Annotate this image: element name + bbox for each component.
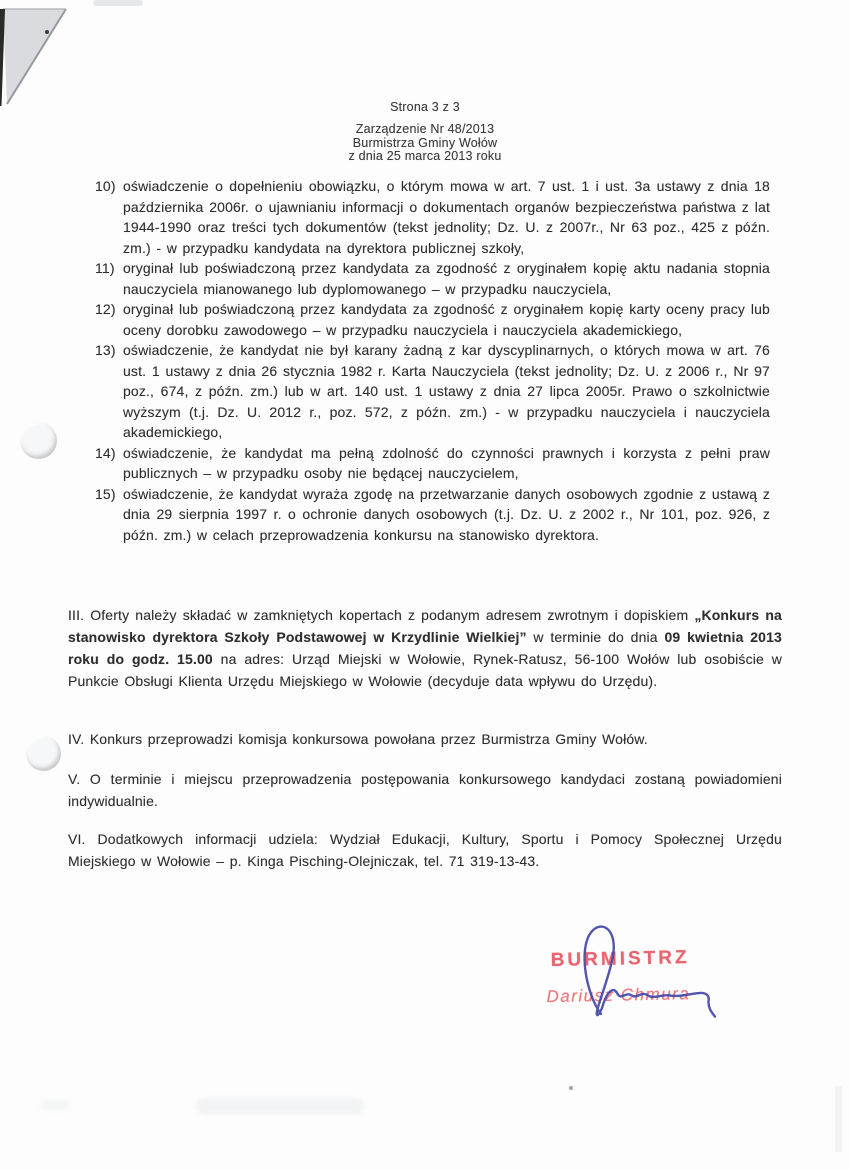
- document-content: [68, 100, 782, 869]
- text-segment: IV. Konkurs przeprowadzi komisja konkursowa powołana przez Burmistrza Gminy Wołów.: [68, 731, 648, 747]
- list-item-text: oświadczenie, że kandydat ma pełną zdolność do czynności prawnych i korzysta z pełni praw publicznych – w przypadku osoby nie będącej nauczycielem,: [123, 444, 770, 481]
- text-segment: VI. Dodatkowych informacji udziela: Wydział Edukacji, Kultury, Sportu i Pomocy Społecznej Urzędu Miejskiego w Wołowie – p. Kinga Pisching-Olejniczak, tel. 71 319-13-43.: [68, 831, 782, 869]
- hole-punch-bottom: [26, 736, 61, 771]
- ordinance-date: z dnia 25 marca 2013 roku: [348, 149, 502, 163]
- list-item-text: oświadczenie, że kandydat wyraża zgodę na przetwarzanie danych osobowych zgodnie z ustawą z dnia 29 sierpnia 1997 r. o ochronie danych osobowych (t.j. Dz. U. z 2002 r., Nr 101, poz. 926, z późn. zm.) w celach przeprowadzenia konkursu na stanowisko dyrektora.: [123, 485, 770, 543]
- bold-text-segment: 09 kwietnia 2013 roku do godz. 15.00: [68, 629, 782, 667]
- section-paragraph: [68, 768, 782, 812]
- text-segment: V. O terminie i miejscu przeprowadzenia postępowania konkursowego kandydaci zostaną powiadomieni indywidualnie.: [68, 771, 782, 809]
- scan-smudge-top: [93, 0, 143, 6]
- signature-block: [539, 913, 756, 1032]
- text-segment: na adres: Urząd Miejski w Wołowie, Rynek-Ratusz, 56-100 Wołów lub osobiście w Punkcie Obsługi Klienta Urzędu Miejskiego w Wołowie (decyduje data wpływu do Urzędu).: [68, 651, 782, 689]
- document-sections: [68, 100, 782, 1000]
- list-item-text: oryginał lub poświadczoną przez kandydata za zgodność z oryginałem kopię aktu nadania stopnia nauczyciela mianowanego lub dyplomowanego – w przypadku nauczyciela,: [123, 260, 770, 297]
- text-segment: w terminie do dnia: [526, 629, 665, 645]
- scan-speck: [569, 1086, 573, 1090]
- list-item-text: oryginał lub poświadczoną przez kandydata za zgodność z oryginałem kopię karty oceny pracy lub oceny dorobku zawodowego – w przypadku nauczyciela i nauczyciela akademickiego,: [123, 301, 770, 338]
- section-paragraph: [68, 728, 782, 750]
- ordinance-number: Zarządzenie Nr 48/2013: [355, 122, 495, 136]
- list-item-number: 13): [95, 342, 116, 358]
- list-item-text: oświadczenie, że kandydat nie był karany żadną z kar dyscyplinarnych, o których mowa w art. 76 ust. 1 ustawy z dnia 26 stycznia 1982 r. Karta Nauczyciela (tekst jednolity; Dz. U. z 2006 r., Nr 97 poz., 674, z późn. zm.) lub w art. 140 ust. 1 ustawy z dnia 27 lipca 2005r. Prawo o szkolnictwie wyższym (t.j. Dz. U. 2012 r., poz. 572, z późn. zm.) - w przypadku nauczyciela i nauczyciela akademickiego,: [123, 342, 770, 440]
- hole-punch-top: [20, 422, 57, 459]
- stamp-title-burmistrz: BURMISTRZ: [550, 947, 690, 972]
- bold-text-segment: „Konkurs na stanowisko dyrektora Szkoły Podstawowej w Krzydlinie Wielkiej”: [68, 607, 782, 645]
- section-paragraph: [68, 604, 782, 692]
- page-number: Strona 3 z 3: [390, 100, 460, 114]
- scan-smudge-bottom: [195, 1098, 365, 1114]
- ordinance-issuer: Burmistrza Gminy Wołów: [352, 135, 498, 150]
- stamp-name-dariusz-chmura: Dariusz Chmura: [546, 984, 691, 1007]
- list-item-number: 14): [95, 444, 116, 461]
- list-item-number: 10): [95, 178, 116, 194]
- handwritten-signature: [539, 913, 741, 1032]
- folded-corner-artifact: [0, 0, 95, 115]
- list-item-text: oświadczenie o dopełnieniu obowiązku, o którym mowa w art. 7 ust. 1 i ust. 3a ustawy z dnia 18 października 2006r. o ujawnianiu informacji o dokumentach organów bezpieczeństwa państwa z lat 1944-1990 oraz treści tych dokumentów (tekst jednolity; Dz. U. z 2007r., Nr 63 poz., 425 z późn. zm.) - w przypadku kandydata na dyrektora publicznej szkoły,: [123, 178, 770, 256]
- list-item-number: 15): [95, 485, 116, 502]
- section-paragraph: [68, 828, 782, 872]
- scan-edge-band: [835, 1086, 842, 1152]
- scan-smudge-bottom-left: [40, 1100, 70, 1110]
- list-item-number: 12): [95, 301, 116, 317]
- list-item-number: 11): [95, 260, 115, 276]
- text-segment: III. Oferty należy składać w zamkniętych kopertach z podanym adresem zwrotnym i dopiskiem: [68, 607, 695, 623]
